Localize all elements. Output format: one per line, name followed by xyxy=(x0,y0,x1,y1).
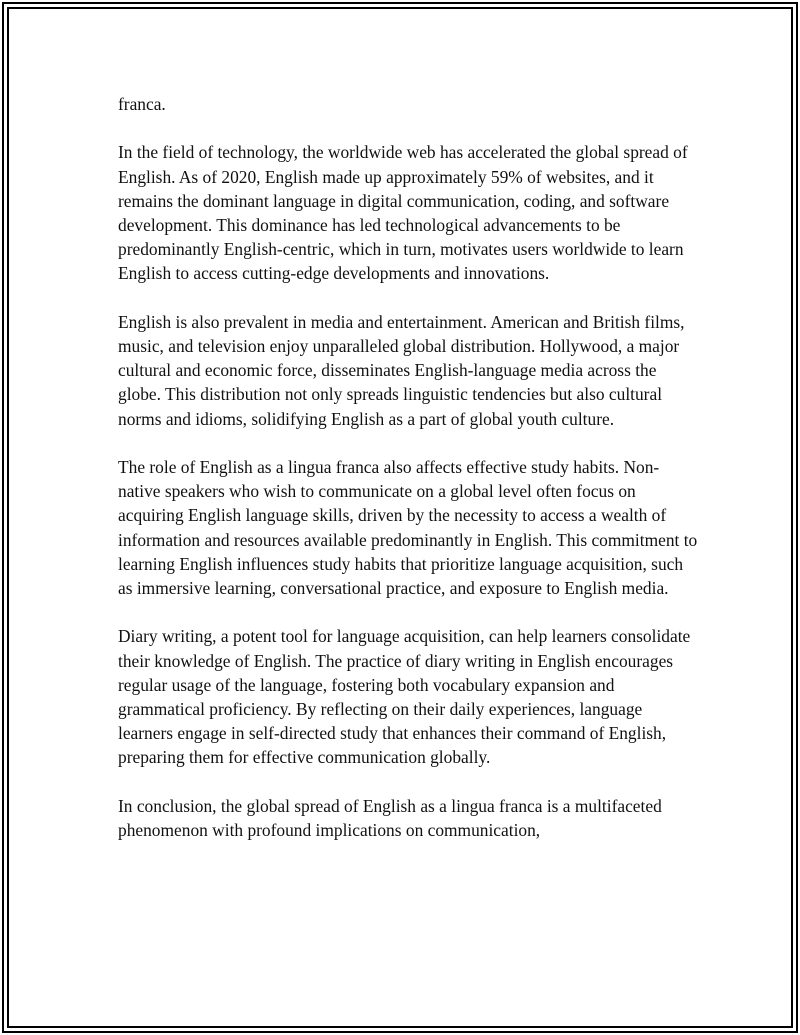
paragraph: English is also prevalent in media and entertainment. American and British films, music, and television enjoy unparalleled global distribution. Hollywood, a major cultural and economic force, disseminates English-language media across the globe. This distribution not only spreads linguistic tendencies but also cultural norms and idioms, solidifying English as a part of global youth culture. xyxy=(118,311,685,429)
paragraph: In conclusion, the global spread of English as a lingua franca is a multifaceted phenomenon with profound implications on communication, xyxy=(118,795,662,841)
document-body xyxy=(118,92,698,866)
paragraph: In the field of technology, the worldwide web has accelerated the global spread of English. As of 2020, English made up approximately 59% of websites, and it remains the dominant language in digital communication, coding, and software development. This dominance has led technological advancements to be predominantly English-centric, which in turn, motivates users worldwide to learn English to access cutting-edge developments and innovations. xyxy=(118,142,688,284)
paragraph: franca. xyxy=(118,94,166,114)
paragraph: The role of English as a lingua franca also affects effective study habits. Non-native speakers who wish to communicate on a global level often focus on acquiring English language skills, driven by the necessity to access a wealth of information and resources available predominantly in English. This commitment to learning English influences study habits that prioritize language acquisition, such as immersive learning, conversational practice, and exposure to English media. xyxy=(118,457,698,599)
paragraph: Diary writing, a potent tool for language acquisition, can help learners consolidate their knowledge of English. The practice of diary writing in English encourages regular usage of the language, fostering both vocabulary expansion and grammatical proficiency. By reflecting on their daily experiences, language learners engage in self-directed study that enhances their command of English, preparing them for effective communication globally. xyxy=(118,626,691,768)
